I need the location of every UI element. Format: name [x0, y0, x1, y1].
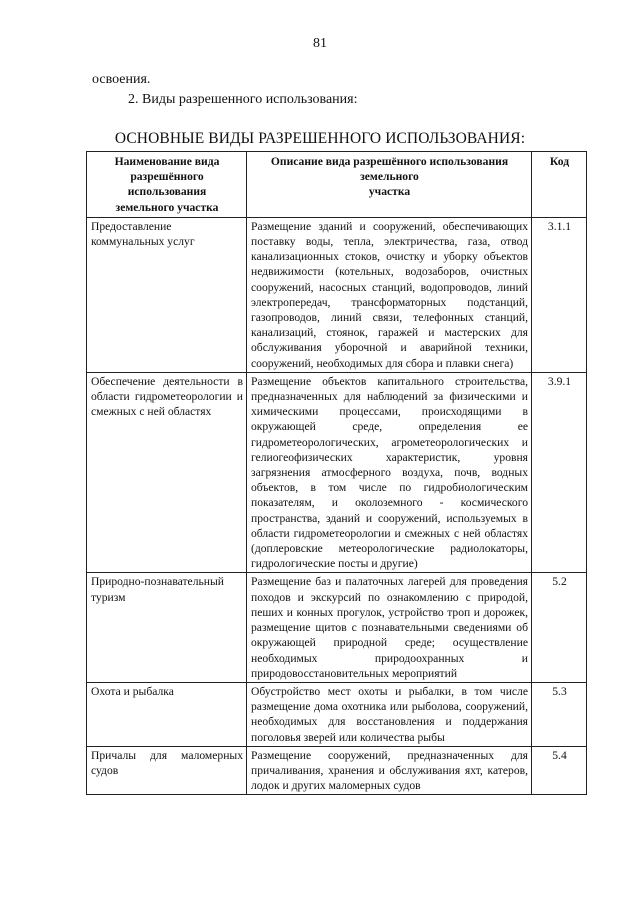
row-description: Размещение сооружений, предназначенных для причаливания, хранения и обслуживания яхт, катеров, лодок и других маломерных судов [247, 746, 532, 795]
header-description: Описание вида разрешённого использования земельного участка [247, 152, 532, 218]
table-body [87, 217, 587, 795]
row-name: Предоставление коммунальных услуг [87, 217, 247, 372]
page-number: 81 [313, 36, 327, 51]
row-code: 3.1.1 [532, 217, 587, 372]
intro-text [92, 70, 592, 110]
table-header [87, 152, 587, 218]
row-name: Обеспечение деятельности в области гидрометеорологии и смежных с ней областях [87, 372, 247, 573]
row-code: 3.9.1 [532, 372, 587, 573]
row-name: Природно-познавательный туризм [87, 573, 247, 682]
table-row [87, 746, 587, 795]
header-name: Наименование вида разрешённого использования земельного участка [87, 152, 247, 218]
intro-line-2: 2. Виды разрешенного использования: [128, 92, 358, 107]
table-row [87, 682, 587, 746]
table-row [87, 573, 587, 682]
header-code: Код [532, 152, 587, 218]
row-description: Обустройство мест охоты и рыбалки, в том числе размещение дома охотника или рыболова, сооружений, необходимых для восстановления и поддержания поголовья зверей или количества рыбы [247, 682, 532, 746]
table-row [87, 217, 587, 372]
row-description: Размещение зданий и сооружений, обеспечивающих поставку воды, тепла, электричества, газа, отвод канализационных стоков, очистку и уборку объектов недвижимости (котельных, водозаборов, очистных сооружений, насосных станций, водопроводов, линий электропередач, трансформаторных подстанций, газопроводов, линий связи, телефонных станций, канализаций, стоянок, гаражей и мастерских для обслуживания уборочной и аварийной техники, сооружений, необходимых для сбора и плавки снега) [247, 217, 532, 372]
row-description: Размещение объектов капитального строительства, предназначенных для наблюдений за физическими и химическими процессами, происходящими в окружающей среде, определения ее гидрометеорологических, агрометеорологических и гелиогеофизических характеристик, уровня загрязнения атмосферного воздуха, почв, водных объектов, в том числе по гидробиологическим показателям, и околоземного - космического пространства, зданий и сооружений, используемых в области гидрометеорологии и смежных с ней областях (доплеровские метеорологические радиолокаторы, гидрологические посты и другие) [247, 372, 532, 573]
table-row [87, 372, 587, 573]
row-code: 5.3 [532, 682, 587, 746]
row-code: 5.2 [532, 573, 587, 682]
row-description: Размещение баз и палаточных лагерей для проведения походов и экскурсий по ознакомлению с природой, пеших и конных прогулок, устройство троп и дорожек, размещение щитов с познавательными сведениями об окружающей природной среде; осуществление необходимых природоохранных и природовосстановительных мероприятий [247, 573, 532, 682]
table-header-row [87, 152, 587, 218]
row-code: 5.4 [532, 746, 587, 795]
section-title: ОСНОВНЫЕ ВИДЫ РАЗРЕШЕННОГО ИСПОЛЬЗОВАНИЯ: [114, 130, 526, 147]
intro-line-1: освоения. [92, 72, 151, 87]
permitted-uses-table [86, 151, 587, 795]
row-name: Причалы для маломерных судов [87, 746, 247, 795]
row-name: Охота и рыбалка [87, 682, 247, 746]
